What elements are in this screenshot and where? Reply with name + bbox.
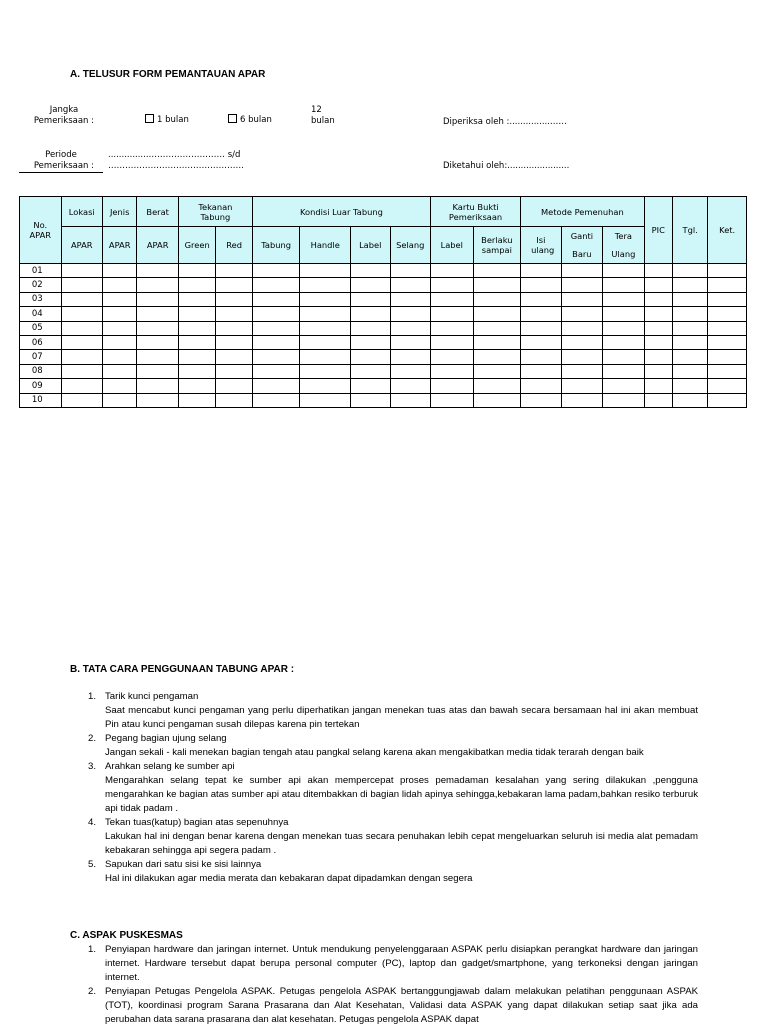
table-cell[interactable]: [603, 335, 645, 349]
table-cell[interactable]: [216, 264, 252, 278]
table-cell[interactable]: [351, 307, 390, 321]
col-pic: PIC: [644, 197, 672, 264]
table-cell[interactable]: [390, 307, 431, 321]
table-cell[interactable]: [708, 307, 747, 321]
table-cell[interactable]: [708, 321, 747, 335]
table-cell[interactable]: [603, 379, 645, 393]
step-title: Sapukan dari satu sisi ke sisi lainnya: [105, 859, 262, 870]
jangka-label-line2: Pemeriksaan :: [33, 116, 94, 126]
table-cell[interactable]: [431, 307, 474, 321]
option-1-bulan-label: 1 bulan: [157, 115, 189, 125]
table-cell[interactable]: [473, 379, 521, 393]
table-cell[interactable]: [644, 278, 672, 292]
table-cell[interactable]: [644, 379, 672, 393]
col-red: Red: [216, 227, 252, 264]
table-cell[interactable]: [672, 307, 707, 321]
table-cell[interactable]: [561, 364, 603, 378]
table-cell[interactable]: [561, 335, 603, 349]
table-cell[interactable]: [644, 292, 672, 306]
table-cell[interactable]: [216, 364, 252, 378]
table-row: [20, 350, 747, 364]
option-6-bulan[interactable]: [228, 114, 272, 126]
step-number: 3.: [88, 761, 97, 772]
table-cell[interactable]: [431, 321, 474, 335]
table-cell[interactable]: [252, 335, 300, 349]
table-cell[interactable]: [300, 335, 351, 349]
table-cell[interactable]: [103, 278, 137, 292]
table-cell[interactable]: [521, 393, 561, 407]
list-item: [88, 985, 698, 1027]
table-cell[interactable]: [708, 292, 747, 306]
table-cell[interactable]: [351, 292, 390, 306]
option-12-line2: bulan: [311, 116, 335, 126]
diperiksa-oleh: Diperiksa oleh :...............……: [443, 117, 567, 127]
table-cell[interactable]: [708, 364, 747, 378]
col-ganti: Ganti: [570, 231, 594, 241]
table-cell[interactable]: [390, 364, 431, 378]
col-berat: Berat: [137, 197, 179, 227]
table-cell[interactable]: [351, 364, 390, 378]
section-b-steps: [88, 690, 698, 886]
table-cell[interactable]: [216, 335, 252, 349]
table-cell[interactable]: [644, 321, 672, 335]
step-description: Lakukan hal ini dengan benar karena dengan menekan tuas secara penuhakan lebih cepat mengeluarkan seluruh isi media alat pemadam kebakaran sehingga api segera padam .: [105, 831, 698, 856]
table-cell[interactable]: [103, 393, 137, 407]
table-cell[interactable]: [216, 393, 252, 407]
table-cell[interactable]: [561, 379, 603, 393]
table-cell[interactable]: [61, 393, 103, 407]
table-cell[interactable]: [216, 321, 252, 335]
table-cell[interactable]: [178, 393, 215, 407]
table-cell[interactable]: [137, 364, 179, 378]
step-number: 5.: [88, 859, 97, 870]
step-title: Pegang bagian ujung selang: [105, 733, 227, 744]
table-cell[interactable]: [644, 393, 672, 407]
table-row: [20, 264, 747, 278]
table-cell[interactable]: [252, 321, 300, 335]
table-cell[interactable]: [178, 321, 215, 335]
table-row: [20, 335, 747, 349]
row-number: 05: [20, 321, 62, 335]
table-cell[interactable]: [561, 307, 603, 321]
table-cell[interactable]: [61, 264, 103, 278]
table-cell[interactable]: [351, 379, 390, 393]
col-lokasi: Lokasi: [61, 197, 103, 227]
section-c-title: C. ASPAK PUSKESMAS: [70, 930, 183, 941]
table-cell[interactable]: [61, 335, 103, 349]
table-cell[interactable]: [473, 321, 521, 335]
list-item: [88, 816, 698, 858]
table-cell[interactable]: [103, 321, 137, 335]
table-cell[interactable]: [137, 335, 179, 349]
col-green: Green: [178, 227, 215, 264]
table-cell[interactable]: [61, 307, 103, 321]
table-cell[interactable]: [216, 278, 252, 292]
table-cell[interactable]: [521, 335, 561, 349]
table-row: [20, 278, 747, 292]
table-cell[interactable]: [351, 393, 390, 407]
table-cell[interactable]: [137, 278, 179, 292]
table-cell[interactable]: [137, 393, 179, 407]
col-jenis: Jenis: [103, 197, 137, 227]
col-label: Label: [351, 227, 390, 264]
table-cell[interactable]: [137, 350, 179, 364]
table-cell[interactable]: [644, 350, 672, 364]
step-description: Mengarahkan selang tepat ke sumber api akan mempercepat proses pemadaman kesalahan yang sering dilakukan ,pengguna mengarahkan ke bagian atas sumber api atau ditembakkan di bagian lidah apinya sehingga,kebakaran lama padam,bahkan resiko terburuk api tidak padam .: [105, 775, 698, 814]
step-number: 4.: [88, 817, 97, 828]
table-cell[interactable]: [300, 379, 351, 393]
list-item: [88, 760, 698, 816]
checkbox-6-bulan[interactable]: [228, 114, 237, 123]
table-cell[interactable]: [252, 364, 300, 378]
table-cell[interactable]: [473, 335, 521, 349]
table-cell[interactable]: [300, 350, 351, 364]
table-cell[interactable]: [103, 335, 137, 349]
item-number: 2.: [88, 986, 97, 997]
col-tera: Tera: [614, 231, 632, 241]
table-cell[interactable]: [561, 350, 603, 364]
table-cell[interactable]: [672, 278, 707, 292]
table-cell[interactable]: [178, 292, 215, 306]
step-description: Jangan sekali - kali menekan bagian tengah atau pangkal selang karena akan mengakibatkan media tidak terarah dengan baik: [105, 747, 644, 758]
table-cell[interactable]: [351, 321, 390, 335]
table-cell[interactable]: [252, 264, 300, 278]
section-c-items: [88, 943, 698, 1027]
table-cell[interactable]: [252, 292, 300, 306]
table-cell[interactable]: [390, 264, 431, 278]
row-number: 10: [20, 393, 62, 407]
table-cell[interactable]: [103, 379, 137, 393]
table-body: [20, 264, 747, 408]
table-cell[interactable]: [521, 307, 561, 321]
table-cell[interactable]: [431, 264, 474, 278]
table-cell[interactable]: [603, 350, 645, 364]
col-isi-ulang: Isi ulang: [521, 227, 561, 264]
table-cell[interactable]: [672, 350, 707, 364]
table-cell[interactable]: [708, 379, 747, 393]
table-cell[interactable]: [178, 264, 215, 278]
periode-label-line2: Pemeriksaan :: [33, 161, 94, 171]
periode-label-line1: Periode: [45, 150, 77, 160]
table-header-row-2: [20, 227, 747, 264]
periode-line1: ...............……………………… s/d: [108, 150, 241, 160]
col-tgl: Tgl.: [672, 197, 707, 264]
table-cell[interactable]: [178, 307, 215, 321]
list-item: [88, 943, 698, 985]
step-number: 2.: [88, 733, 97, 744]
table-cell[interactable]: [390, 278, 431, 292]
item-text: Penyiapan Petugas Pengelola ASPAK. Petugas pengelola ASPAK bertanggungjawab dalam melakukan pelatihan penggunaan ASPAK (TOT), koordinasi program Sarana Prasarana dan Alat Kesehatan, Validasi data ASPAK yang dapat dilakukan setiap saat jika ada perubahan data sarana prasarana dan alat kesehatan. Petugas pengelola ASPAK dapat: [105, 986, 698, 1025]
table-cell[interactable]: [672, 264, 707, 278]
table-cell[interactable]: [300, 278, 351, 292]
row-number: 08: [20, 364, 62, 378]
periode-underline: [19, 172, 103, 173]
table-cell[interactable]: [708, 335, 747, 349]
table-cell[interactable]: [351, 278, 390, 292]
col-tekanan-tabung: Tekanan Tabung: [178, 197, 252, 227]
table-row: [20, 364, 747, 378]
table-cell[interactable]: [644, 364, 672, 378]
periode-label: [20, 150, 94, 172]
table-cell[interactable]: [521, 321, 561, 335]
table-cell[interactable]: [708, 278, 747, 292]
table-cell[interactable]: [390, 292, 431, 306]
row-number: 07: [20, 350, 62, 364]
step-description: Saat mencabut kunci pengaman yang perlu diperhatikan jangan menekan tuas atas dan bawah secara bersamaan hal ini akan membuat Pin atau kunci pengaman susah dilepas karena pin tertekan: [105, 705, 698, 730]
table-cell[interactable]: [252, 278, 300, 292]
table-cell[interactable]: [61, 379, 103, 393]
table-cell[interactable]: [252, 350, 300, 364]
table-cell[interactable]: [103, 364, 137, 378]
table-cell[interactable]: [103, 307, 137, 321]
table-header-row-1: [20, 197, 747, 227]
table-cell[interactable]: [61, 321, 103, 335]
list-item: [88, 858, 698, 886]
step-title: Tekan tuas(katup) bagian atas sepenuhnya: [105, 817, 289, 828]
table-cell[interactable]: [178, 379, 215, 393]
table-cell[interactable]: [351, 264, 390, 278]
table-cell[interactable]: [473, 364, 521, 378]
item-text: Penyiapan hardware dan jaringan internet. Untuk mendukung penyelenggaraan ASPAK perlu disiapkan perangkat hardware dan jaringan internet. Hardware tersebut dapat berupa personal computer (PC), laptop dan gadget/smartphone, yang terkoneksi dengan jaringan internet.: [105, 944, 698, 983]
table-cell[interactable]: [300, 264, 351, 278]
table-cell[interactable]: [672, 393, 707, 407]
table-cell[interactable]: [431, 393, 474, 407]
row-number: 04: [20, 307, 62, 321]
row-number: 02: [20, 278, 62, 292]
table-cell[interactable]: [390, 335, 431, 349]
table-cell[interactable]: [61, 364, 103, 378]
row-number: 09: [20, 379, 62, 393]
table-cell[interactable]: [521, 292, 561, 306]
table-cell[interactable]: [103, 264, 137, 278]
col-berlaku-sampai: Berlaku sampai: [473, 227, 521, 264]
table-cell[interactable]: [603, 393, 645, 407]
table-row: [20, 292, 747, 306]
jangka-label-line1: Jangka: [49, 105, 79, 115]
col-lokasi-apar: APAR: [61, 227, 103, 264]
table-cell[interactable]: [103, 292, 137, 306]
table-cell[interactable]: [103, 350, 137, 364]
row-number: 06: [20, 335, 62, 349]
step-title: Arahkan selang ke sumber api: [105, 761, 235, 772]
table-cell[interactable]: [390, 321, 431, 335]
col-berat-apar: APAR: [137, 227, 179, 264]
list-item: [88, 690, 698, 732]
table-cell[interactable]: [351, 350, 390, 364]
table-cell[interactable]: [603, 364, 645, 378]
table-cell[interactable]: [431, 379, 474, 393]
table-cell[interactable]: [431, 278, 474, 292]
table-cell[interactable]: [178, 350, 215, 364]
table-cell[interactable]: [61, 292, 103, 306]
table-cell[interactable]: [672, 364, 707, 378]
col-metode-pemenuhan: Metode Pemenuhan: [521, 197, 644, 227]
table-cell[interactable]: [561, 264, 603, 278]
col-tera-ulang: [603, 227, 645, 264]
col-tabung: Tabung: [252, 227, 300, 264]
table-cell[interactable]: [561, 278, 603, 292]
section-b-title: B. TATA CARA PENGGUNAAN TABUNG APAR :: [70, 664, 295, 675]
col-kartu-label: Label: [431, 227, 474, 264]
table-row: [20, 321, 747, 335]
table-cell[interactable]: [178, 278, 215, 292]
table-cell[interactable]: [390, 379, 431, 393]
step-description: Hal ini dilakukan agar media merata dan kebakaran dapat dipadamkan dengan segera: [105, 873, 473, 884]
table-row: [20, 393, 747, 407]
table-cell[interactable]: [473, 350, 521, 364]
table-cell[interactable]: [521, 278, 561, 292]
table-row: [20, 379, 747, 393]
table-cell[interactable]: [708, 264, 747, 278]
table-cell[interactable]: [561, 321, 603, 335]
table-cell[interactable]: [603, 278, 645, 292]
table-cell[interactable]: [561, 292, 603, 306]
table-cell[interactable]: [473, 264, 521, 278]
table-cell[interactable]: [473, 292, 521, 306]
table-cell[interactable]: [61, 350, 103, 364]
row-number: 03: [20, 292, 62, 306]
table-cell[interactable]: [672, 335, 707, 349]
col-ganti-baru: [561, 227, 603, 264]
table-cell[interactable]: [300, 307, 351, 321]
table-cell[interactable]: [351, 335, 390, 349]
option-12-bulan: [311, 105, 335, 127]
table-cell[interactable]: [603, 307, 645, 321]
table-cell[interactable]: [473, 278, 521, 292]
table-cell[interactable]: [521, 350, 561, 364]
table-cell[interactable]: [672, 292, 707, 306]
apar-monitoring-table: [19, 196, 747, 408]
table-cell[interactable]: [137, 264, 179, 278]
step-title: Tarik kunci pengaman: [105, 691, 199, 702]
table-cell[interactable]: [61, 278, 103, 292]
col-kartu-bukti: Kartu Bukti Pemeriksaan: [431, 197, 521, 227]
table-cell[interactable]: [300, 321, 351, 335]
table-cell[interactable]: [178, 335, 215, 349]
table-cell[interactable]: [644, 307, 672, 321]
table-cell[interactable]: [137, 379, 179, 393]
table-cell[interactable]: [300, 364, 351, 378]
table-cell[interactable]: [216, 292, 252, 306]
option-12-line1: 12: [311, 105, 322, 115]
table-cell[interactable]: [431, 335, 474, 349]
table-cell[interactable]: [216, 307, 252, 321]
table-cell[interactable]: [603, 292, 645, 306]
table-cell[interactable]: [252, 307, 300, 321]
table-cell[interactable]: [216, 350, 252, 364]
step-number: 1.: [88, 691, 97, 702]
table-cell[interactable]: [390, 350, 431, 364]
section-a-title: A. TELUSUR FORM PEMANTAUAN APAR: [70, 69, 266, 80]
table-cell[interactable]: [431, 292, 474, 306]
table-cell[interactable]: [672, 321, 707, 335]
table-cell[interactable]: [603, 321, 645, 335]
table-cell[interactable]: [252, 393, 300, 407]
table-cell[interactable]: [178, 364, 215, 378]
col-ket: Ket.: [708, 197, 747, 264]
table-cell[interactable]: [521, 364, 561, 378]
table-cell[interactable]: [521, 264, 561, 278]
table-cell[interactable]: [672, 379, 707, 393]
table-cell[interactable]: [137, 321, 179, 335]
col-handle: Handle: [300, 227, 351, 264]
col-jenis-apar: APAR: [103, 227, 137, 264]
table-cell[interactable]: [561, 393, 603, 407]
option-6-bulan-label: 6 bulan: [240, 115, 272, 125]
table-cell[interactable]: [521, 379, 561, 393]
table-cell[interactable]: [137, 307, 179, 321]
table-cell[interactable]: [390, 393, 431, 407]
table-cell[interactable]: [216, 379, 252, 393]
table-cell[interactable]: [431, 350, 474, 364]
item-number: 1.: [88, 944, 97, 955]
table-cell[interactable]: [473, 307, 521, 321]
list-item: [88, 732, 698, 760]
col-kondisi-luar-tabung: Kondisi Luar Tabung: [252, 197, 430, 227]
table-cell[interactable]: [644, 335, 672, 349]
diketahui-oleh: Diketahui oleh:.......................: [443, 161, 570, 171]
table-cell[interactable]: [473, 393, 521, 407]
option-1-bulan[interactable]: [145, 114, 189, 126]
table-cell[interactable]: [431, 364, 474, 378]
row-number: 01: [20, 264, 62, 278]
checkbox-1-bulan[interactable]: [145, 114, 154, 123]
table-cell[interactable]: [300, 292, 351, 306]
jangka-label: [20, 105, 94, 127]
table-cell[interactable]: [137, 292, 179, 306]
periode-fields: [108, 150, 244, 172]
table-cell[interactable]: [300, 393, 351, 407]
periode-line2: …………………………………………: [108, 161, 244, 171]
col-selang: Selang: [390, 227, 431, 264]
table-cell[interactable]: [603, 264, 645, 278]
table-cell[interactable]: [252, 379, 300, 393]
table-cell[interactable]: [644, 264, 672, 278]
col-ulang: Ulang: [611, 249, 636, 259]
table-row: [20, 307, 747, 321]
col-no-apar: No. APAR: [20, 197, 62, 264]
table-cell[interactable]: [708, 350, 747, 364]
col-baru: Baru: [572, 249, 592, 259]
table-cell[interactable]: [708, 393, 747, 407]
